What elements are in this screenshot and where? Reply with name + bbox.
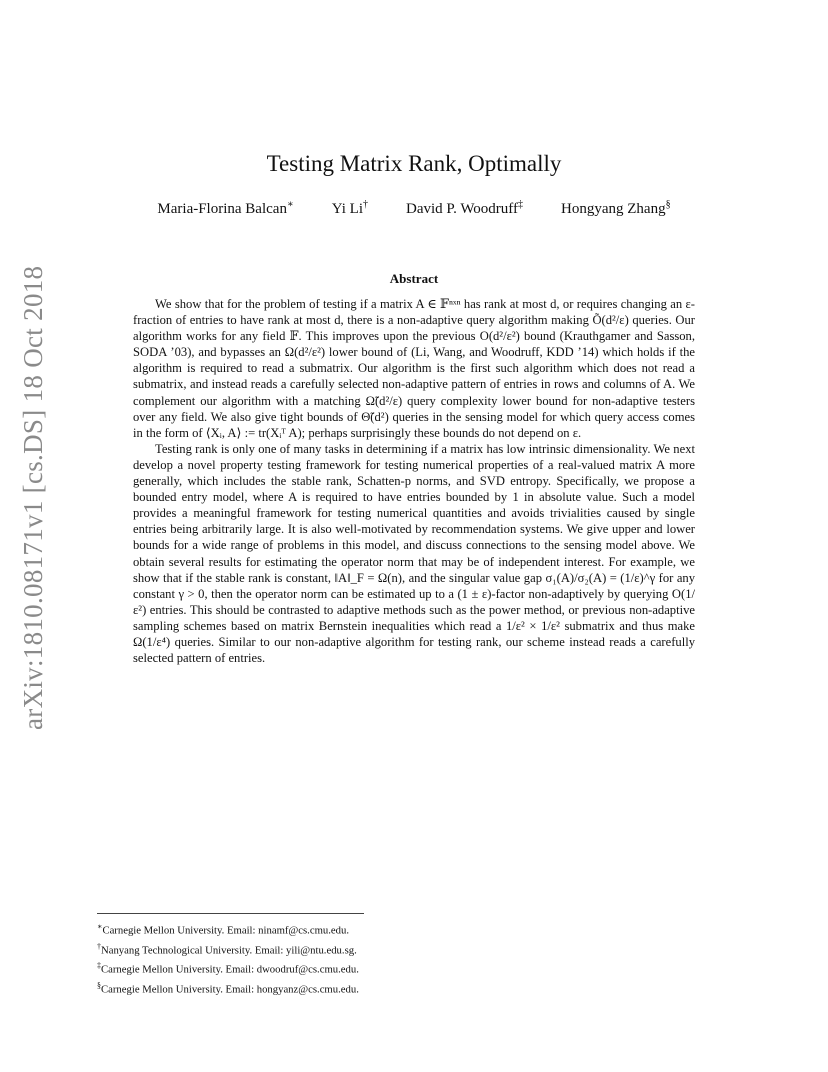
footnote-rule bbox=[97, 913, 364, 914]
footnote: §Carnegie Mellon University. Email: hongyanz@cs.cmu.edu. bbox=[97, 980, 359, 996]
author: Yi Li† bbox=[331, 199, 369, 217]
author: Hongyang Zhang§ bbox=[561, 199, 671, 217]
paper-title: Testing Matrix Rank, Optimally bbox=[266, 151, 562, 176]
footnote: ∗Carnegie Mellon University. Email: ninamf@cs.cmu.edu. bbox=[97, 922, 350, 937]
arxiv-watermark: arXiv:1810.08171v1 [cs.DS] 18 Oct 2018 bbox=[18, 265, 48, 730]
abstract-paragraph: Testing rank is only one of many tasks in determining if a matrix has low intrinsic dimensionality. We next develop a novel property testing framework for testing numerical properties of a real-valued matrix A more generally, which includes the stable rank, Schatten-p norms, and SVD entropy. Specifically, we propose a bounded entry model, where A is required to have entries bounded by 1 in absolute value. Such a model provides a meaningful framework for testing numerical quantities and avoids trivialities caused by single entries being arbitrarily large. It is also well-motivated by recommendation systems. We give upper and lower bounds for a wide range of problems in this model, and discuss connections to the sensing model above. We obtain several results for estimating the operator norm that may be of independent interest. For example, we show that if the stable rank is constant, ‖A‖_F = Ω(n), and the singular value gap σ₁(A)/σ₂(A) = (1/ε)^γ for any constant γ > 0, then the operator norm can be estimated up to a (1 ± ε)-factor non-adaptively by querying O(1/ε²) entries. This should be contrasted to adaptive methods such as the power method, or previous non-adaptive sampling schemes based on matrix Bernstein inequalities which read a 1/ε² × 1/ε² submatrix and thus make Ω(1/ε⁴) queries. Similar to our non-adaptive algorithm for testing rank, our scheme instead reads a carefully selected pattern of entries. bbox=[133, 441, 695, 666]
author: David P. Woodruff‡ bbox=[406, 199, 524, 217]
abstract-heading: Abstract bbox=[389, 271, 439, 286]
footnote: †Nanyang Technological University. Email: yili@ntu.edu.sg. bbox=[97, 941, 357, 957]
abstract-body bbox=[133, 296, 695, 666]
author: Maria-Florina Balcan∗ bbox=[157, 199, 294, 217]
footnotes bbox=[97, 913, 477, 997]
author-list bbox=[0, 199, 828, 218]
abstract-paragraph: We show that for the problem of testing if a matrix A ∈ 𝔽ⁿˣⁿ has rank at most d, or requires changing an ε-fraction of entries to have rank at most d, there is a non-adaptive query algorithm making Õ(d²/ε) queries. Our algorithm works for any field 𝔽. This improves upon the previous O(d²/ε²) bound (Krauthgamer and Sasson, SODA ’03), and bypasses an Ω(d²/ε²) lower bound of (Li, Wang, and Woodruff, KDD ’14) which holds if the algorithm is required to read a submatrix. Our algorithm is the first such algorithm which does not read a submatrix, and instead reads a carefully selected non-adaptive pattern of entries in rows and columns of A. We complement our algorithm with a matching Ω̃(d²/ε) query complexity lower bound for non-adaptive testers over any field. We also give tight bounds of Θ̃(d²) queries in the sensing model for which query access comes in the form of ⟨Xᵢ, A⟩ := tr(Xᵢᵀ A); perhaps surprisingly these bounds do not depend on ε. bbox=[133, 297, 695, 440]
footnote: ‡Carnegie Mellon University. Email: dwoodruf@cs.cmu.edu. bbox=[97, 961, 359, 976]
